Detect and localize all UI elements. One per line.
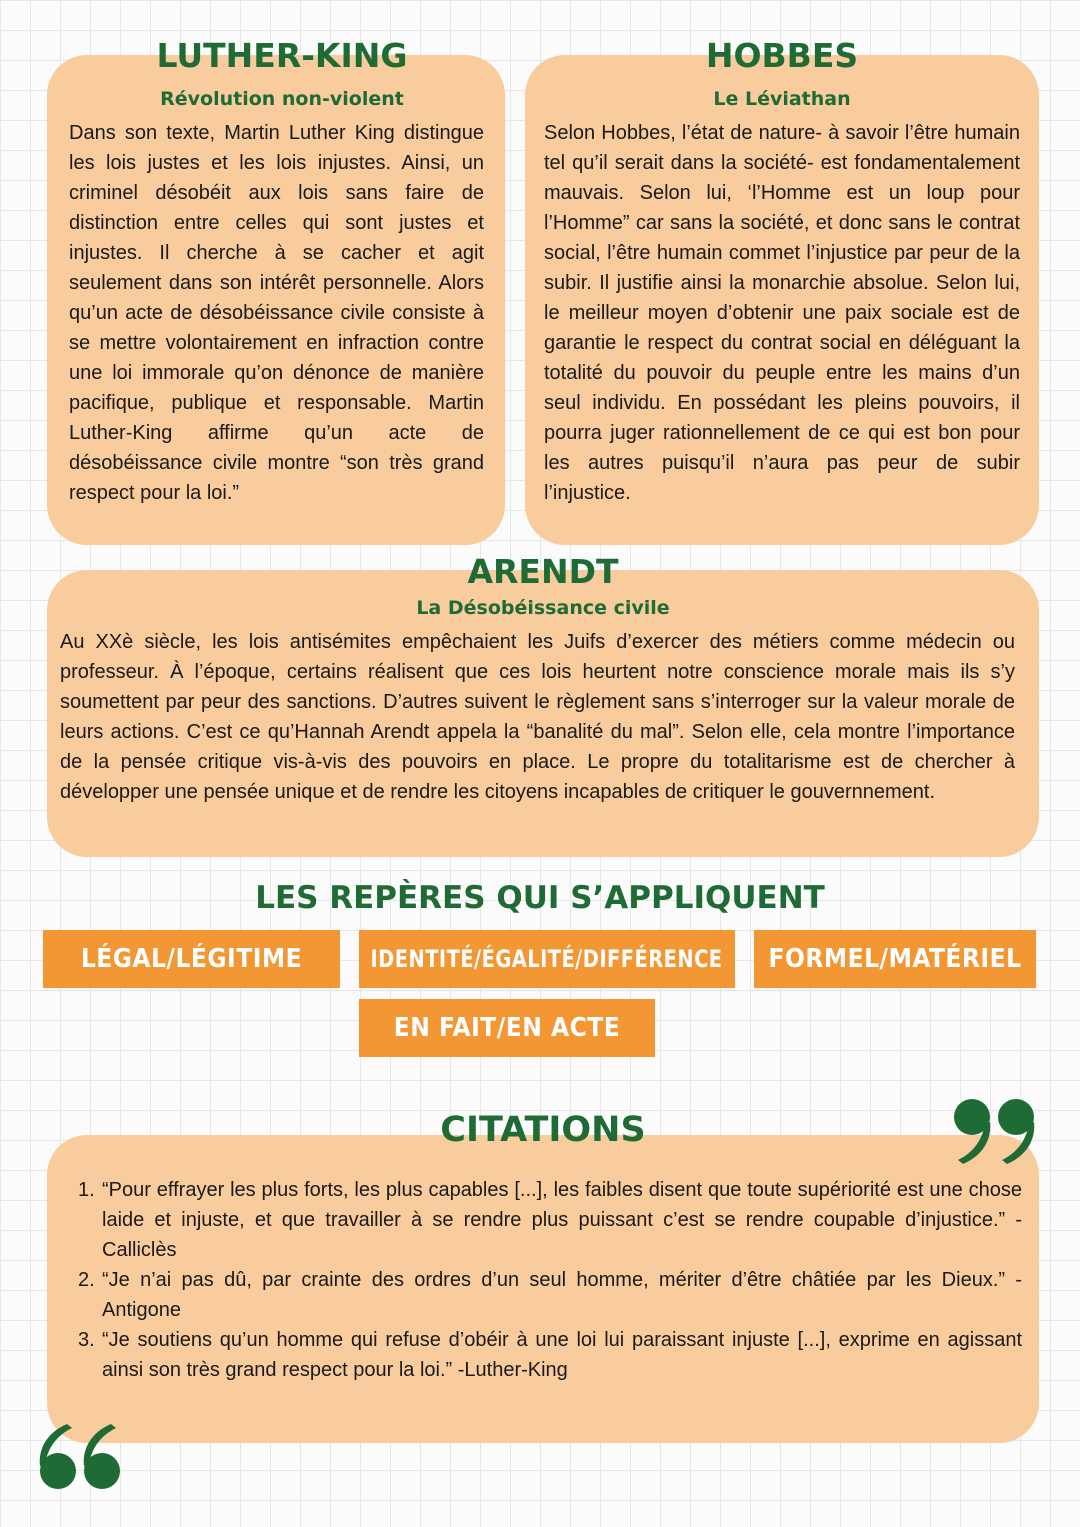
arendt-title: ARENDT (467, 552, 619, 591)
tag-en-fait-en-acte: EN FAIT/EN ACTE (359, 999, 655, 1057)
tag-formel-materiel: FORMEL/MATÉRIEL (754, 930, 1036, 988)
citation-number: 3. (78, 1329, 95, 1351)
citations-list (78, 1175, 1022, 1385)
hobbes-subtitle: Le Léviathan (713, 88, 851, 110)
luther-king-title: LUTHER-KING (156, 36, 408, 75)
reperes-title: LES REPÈRES QUI S’APPLIQUENT (255, 880, 825, 916)
citation-item (78, 1265, 1022, 1325)
citation-item (78, 1325, 1022, 1385)
opening-quote-icon (32, 1423, 122, 1493)
citation-number: 1. (78, 1179, 95, 1201)
citation-text: “Je soutiens qu’un homme qui refuse d’obéir à une loi lui paraissant injuste [...], exprime en agissant ainsi son très grand respect pour la loi.” -Luther-King (102, 1329, 1022, 1381)
citation-number: 2. (78, 1269, 95, 1291)
arendt-text: Au XXè siècle, les lois antisémites empêchaient les Juifs d’exercer des métiers comme médecin ou professeur. À l’époque, certains réalisent que ces lois heurtent notre conscience morale mais ils s’y soumettent par peur des sanctions. D’autres suivent le règlement sans s’interroger sur la valeur morale de leurs actions. C’est ce qu’Hannah Arendt appela la “banalité du mal”. Selon elle, cela montre l’importance de la pensée critique vis-à-vis des pouvoirs en place. Le propre du totalitarisme est de chercher à développer une pensée unique et de rendre les citoyens incapables de critiquer le gouvernnement. (60, 631, 1015, 803)
luther-king-subtitle: Révolution non-violent (160, 88, 404, 110)
tag-legal-legitime: LÉGAL/LÉGITIME (43, 930, 340, 988)
tag-identite-egalite-difference: IDENTITÉ/ÉGALITÉ/DIFFÉRENCE (359, 930, 735, 988)
citation-item (78, 1175, 1022, 1265)
citations-title: CITATIONS (440, 1110, 646, 1150)
citation-text: “Pour effrayer les plus forts, les plus capables [...], les faibles disent que toute supériorité est une chose laide et injuste, et que travailler à se rendre plus puissant c’est se rendre coupable d’injustice.” -Calliclès (102, 1179, 1022, 1261)
luther-king-text: Dans son texte, Martin Luther King distingue les lois justes et les lois injustes. Ainsi, un criminel désobéit aux lois sans faire de distinction entre celles qui sont justes et injustes. Il cherche à se cacher et agit seulement dans son intérêt personnelle. Alors qu’un acte de désobéissance civile consiste à se mettre volontairement en infraction contre une loi immorale qu’on dénonce de manière pacifique, publique et responsable. Martin Luther-King affirme qu’un acte de désobéissance civile montre “son très grand respect pour la loi.” (69, 122, 484, 504)
arendt-subtitle: La Désobéissance civile (416, 597, 670, 619)
hobbes-text: Selon Hobbes, l’état de nature- à savoir l’être humain tel qu’il serait dans la société- est fondamentalement mauvais. Selon lui, ‘l’Homme est un loup pour l’Homme” car sans la société, et donc sans le contrat social, l’être humain commet l’injustice par peur de la subir. Il justifie ainsi la monarchie absolue. Selon lui, le meilleur moyen d’obtenir une paix sociale est de garantie le respect du contrat social en déléguant la totalité du pouvoir du peuple entre les mains d’un seul individu. En possédant les pleins pouvoirs, il pourra juger rationnellement de ce qui est bon pour les autres puisqu’il n’aura pas peur de subir l’injustice. (544, 122, 1020, 504)
citation-text: “Je n’ai pas dû, par crainte des ordres d’un seul homme, mériter d’être châtiée par les Dieux.” - Antigone (102, 1269, 1022, 1321)
hobbes-title: HOBBES (705, 36, 859, 75)
closing-quote-icon (952, 1096, 1042, 1166)
